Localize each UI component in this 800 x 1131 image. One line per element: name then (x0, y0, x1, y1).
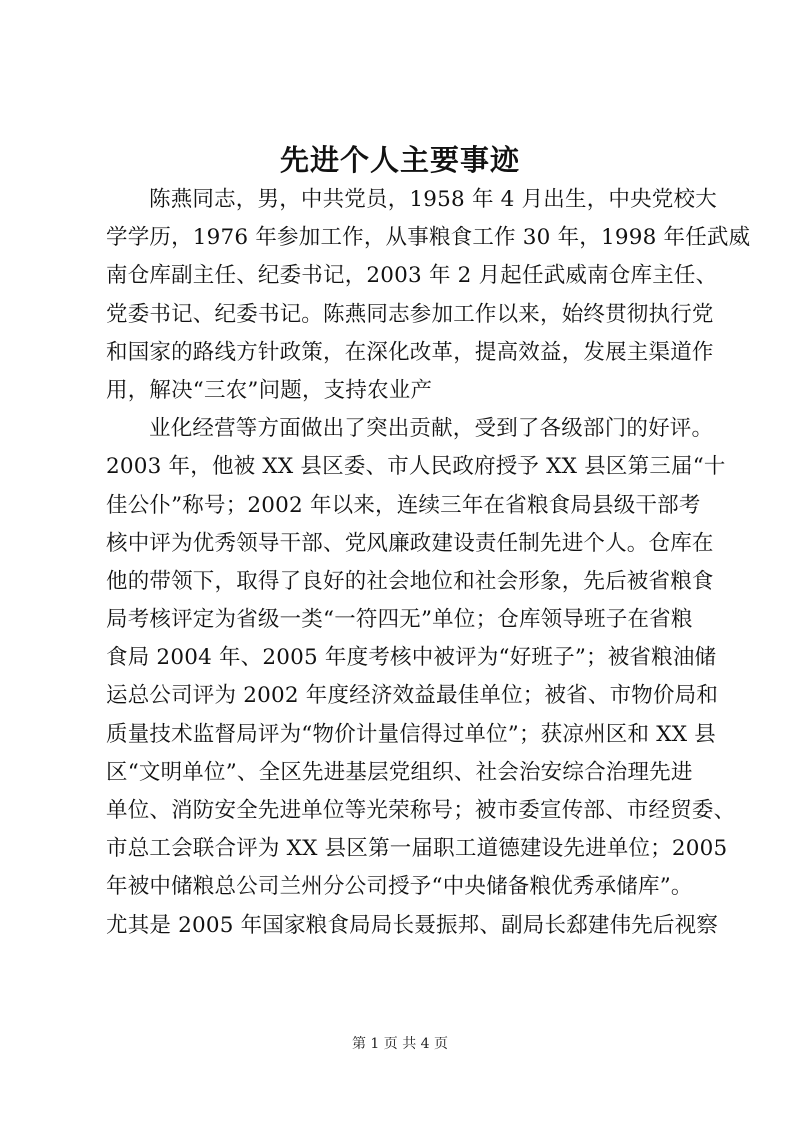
paragraph-line: 党委书记、纪委书记。陈燕同志参加工作以来，始终贯彻执行党 (106, 301, 714, 327)
paragraph-line: 核中评为优秀领导干部、党风廉政建设责任制先进个人。仓库在 (106, 530, 714, 556)
paragraph-line: 他的带领下，取得了良好的社会地位和社会形象，先后被省粮食 (106, 568, 714, 594)
document-title: 先进个人主要事迹 (279, 143, 520, 177)
paragraph-line: 质量技术监督局评为“物价计量信得过单位”；获凉州区和 XX 县 (106, 721, 716, 747)
paragraph-line: 局考核评定为省级一类“一符四无”单位；仓库领导班子在省粮 (106, 607, 693, 633)
paragraph-line: 尤其是 2005 年国家粮食局局长聂振邦、副局长郄建伟先后视察 (106, 912, 719, 938)
paragraph-line: 年被中储粮总公司兰州分公司授予“中央储备粮优秀承储库”。 (106, 874, 693, 900)
paragraph-line: 学学历，1976 年参加工作，从事粮食工作 30 年，1998 年任武威 (106, 225, 751, 251)
paragraph-line: 佳公仆”称号；2002 年以来，连续三年在省粮食局县级干部考 (106, 492, 701, 518)
paragraph-line: 运总公司评为 2002 年度经济效益最佳单位；被省、市物价局和 (106, 683, 719, 709)
paragraph-line: 用，解决“三农”问题，支持农业产 (106, 377, 433, 403)
paragraph-line: 区“文明单位”、全区先进基层党组织、社会治安综合治理先进 (106, 759, 693, 785)
page-footer: 第 1 页 共 4 页 (351, 1036, 449, 1052)
paragraph-line: 陈燕同志，男，中共党员，1958 年 4 月出生，中央党校大 (149, 187, 717, 212)
paragraph-line: 2003 年，他被 XX 县区委、市人民政府授予 XX 县区第三届“十 (106, 454, 726, 480)
paragraph-line: 业化经营等方面做出了突出贡献，受到了各级部门的好评。 (149, 416, 714, 442)
paragraph-line: 南仓库副主任、纪委书记，2003 年 2 月起任武威南仓库主任、 (106, 263, 718, 289)
paragraph-line: 和国家的路线方针政策，在深化改革，提高效益，发展主渠道作 (106, 339, 714, 365)
paragraph-line: 单位、消防安全先进单位等光荣称号；被市委宣传部、市经贸委、 (106, 798, 736, 823)
document-body (106, 181, 751, 945)
paragraph-line: 市总工会联合评为 XX 县区第一届职工道德建设先进单位；2005 (106, 836, 728, 862)
paragraph-line: 食局 2004 年、2005 年度考核中被评为“好班子”；被省粮油储 (106, 645, 717, 671)
